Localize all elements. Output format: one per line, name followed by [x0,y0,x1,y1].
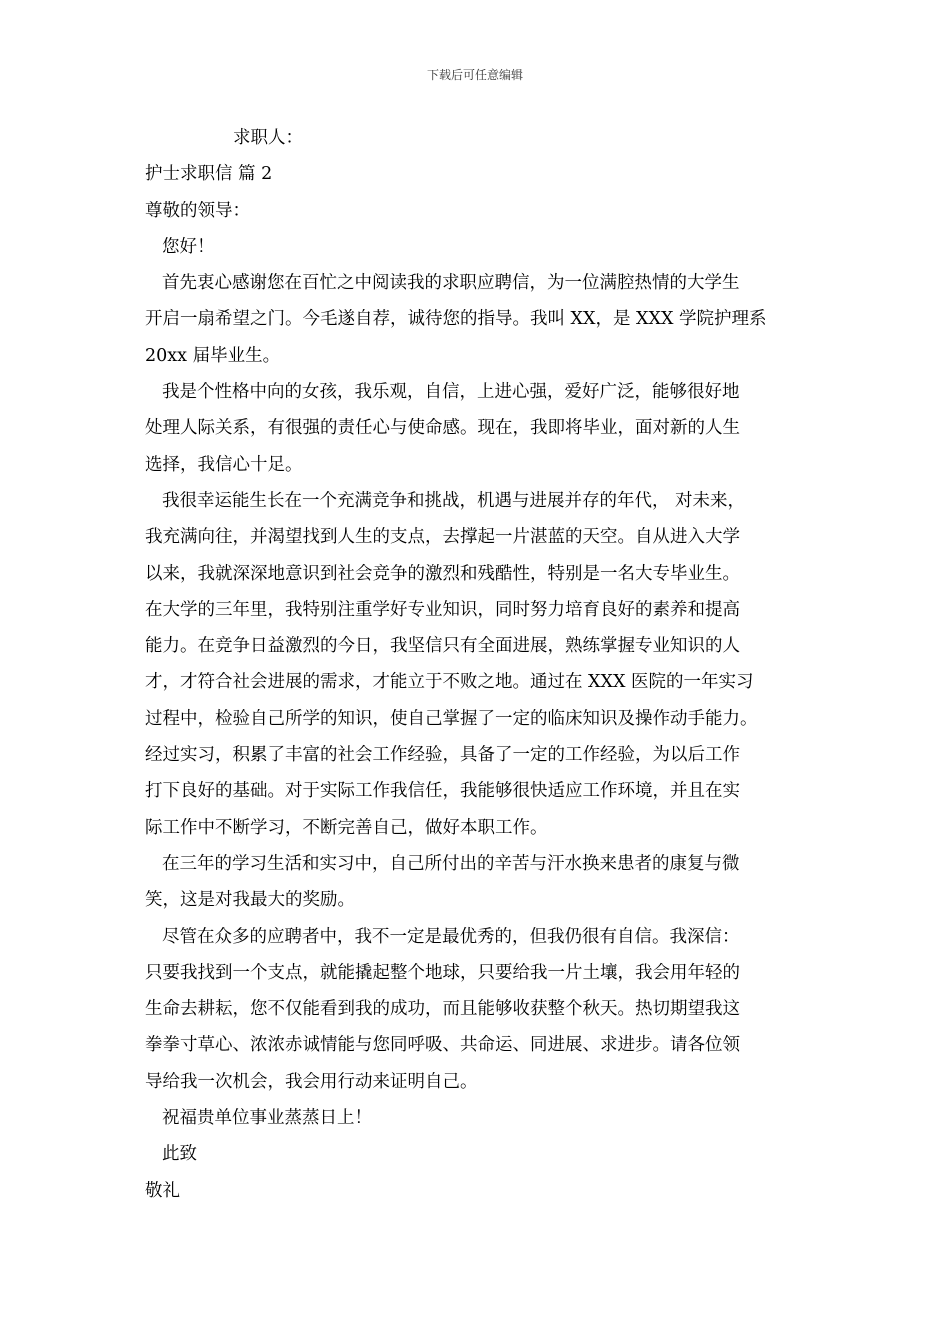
paragraph-line: 才，才符合社会进展的需求，才能立于不败之地。通过在 XXX 医院的一年实习 [145,672,754,693]
paragraph-line: 开启一扇希望之门。今毛遂自荐，诚待您的指导。我叫 XX，是 XXX 学院护理系 [145,309,767,330]
paragraph-line: 首先衷心感谢您在百忙之中阅读我的求职应聘信，为一位满腔热情的大学生 [162,273,740,294]
paragraph-line: 只要我找到一个支点，就能撬起整个地球，只要给我一片土壤，我会用年轻的 [145,962,740,983]
paragraph-line: 导给我一次机会，我会用行动来证明自己。 [145,1071,478,1092]
paragraph-line: 处理人际关系，有很强的责任心与使命感。现在，我即将毕业，面对新的人生 [145,418,740,439]
closing-phrase: 此致 [162,1144,197,1165]
paragraph-line: 我充满向往，并渴望找到人生的支点，去撑起一片湛蓝的天空。自从进入大学 [145,527,740,548]
blessing-line: 祝福贵单位事业蒸蒸日上！ [162,1108,372,1129]
paragraph-line: 打下良好的基础。对于实际工作我信任，我能够很快适应工作环境，并且在实 [145,781,740,802]
paragraph-line: 生命去耕耘，您不仅能看到我的成功，而且能够收获整个秋天。热切期望我这 [145,999,740,1020]
salutation: 尊敬的领导： [145,200,250,221]
greeting: 您好！ [162,236,215,257]
paragraph-line: 拳拳寸草心、浓浓赤诚情能与您同呼吸、共命运、同进展、求进步。请各位领 [145,1035,740,1056]
paragraph-line: 我很幸运能生长在一个充满竞争和挑战，机遇与进展并存的年代， 对未来， [162,490,746,511]
paragraph-line: 选择，我信心十足。 [145,454,303,475]
paragraph-line: 20xx 届毕业生。 [145,345,281,366]
paragraph-line: 经过实习，积累了丰富的社会工作经验，具备了一定的工作经验，为以后工作 [145,745,740,766]
page-header-note: 下载后可任意编辑 [426,68,523,82]
letter-title: 护士求职信 篇 2 [145,164,273,185]
signer-label: 求职人： [233,128,303,148]
paragraph-line: 尽管在众多的应聘者中，我不一定是最优秀的，但我仍很有自信。我深信： [162,926,740,947]
paragraph-line: 际工作中不断学习，不断完善自己，做好本职工作。 [145,817,548,838]
paragraph-line: 笑，这是对我最大的奖励。 [145,890,355,911]
paragraph-line: 过程中，检验自己所学的知识，使自己掌握了一定的临床知识及操作动手能力。 [145,708,758,729]
paragraph-line: 在三年的学习生活和实习中，自己所付出的辛苦与汗水换来患者的康复与微 [162,853,740,874]
paragraph-line: 以来，我就深深地意识到社会竞争的激烈和残酷性，特别是一名大专毕业生。 [145,563,740,584]
paragraph-line: 在大学的三年里，我特别注重学好专业知识，同时努力培育良好的素养和提高 [145,599,740,620]
paragraph-line: 能力。在竞争日益激烈的今日，我坚信只有全面进展，熟练掌握专业知识的人 [145,636,740,657]
closing-salute: 敬礼 [145,1180,180,1201]
paragraph-line: 我是个性格中向的女孩，我乐观，自信，上进心强，爱好广泛，能够很好地 [162,382,740,403]
letter-body [145,120,810,1209]
